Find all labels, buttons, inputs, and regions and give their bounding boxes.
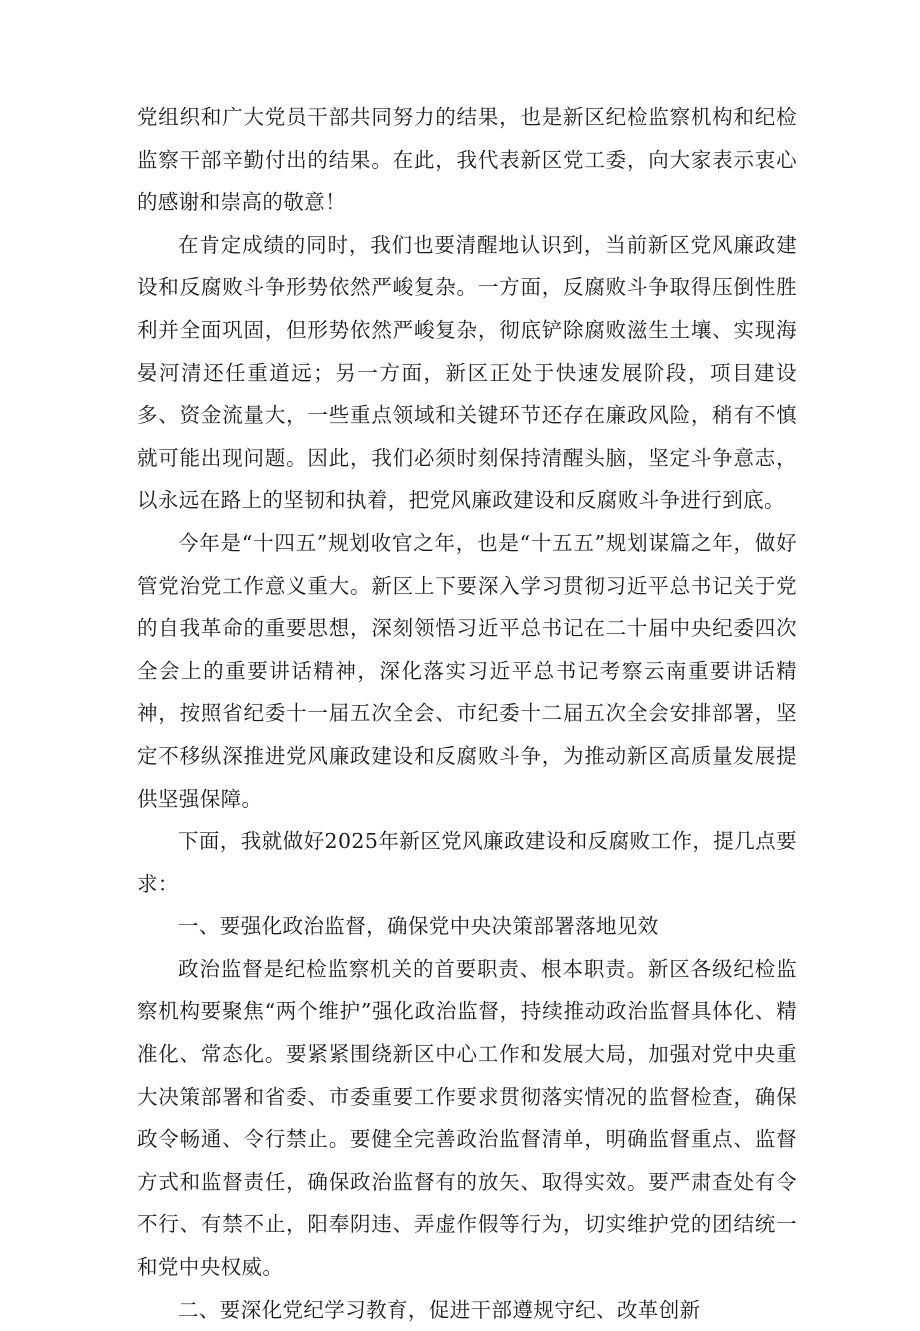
paragraph-situation: 在肯定成绩的同时，我们也要清醒地认识到，当前新区党风廉政建设和反腐败斗争形势依然严峻复杂。一方面，反腐败斗争取得压倒性胜利并全面巩固，但形势依然严峻复杂，彻底铲除腐败滋生土壤、实现海晏河清还任重道远；另一方面，新区正处于快速发展阶段，项目建设多、资金流量大，一些重点领域和关键环节还存在廉政风险，稍有不慎就可能出现问题。因此，我们必须时刻保持清醒头脑，坚定斗争意志，以永远在路上的坚韧和执着，把党风廉政建设和反腐败斗争进行到底。 — [137, 232, 797, 513]
paragraph-this-year: 今年是“十四五”规划收官之年，也是“十五五”规划谋篇之年，做好管党治党工作意义重大。新区上下要深入学习贯彻习近平总书记关于党的自我革命的重要思想，深刻领悟习近平总书记在二十届中央纪委四次全会上的重要讲话精神，深化落实习近平总书记考察云南重要讲话精神，按照省纪委十一届五次全会、市纪委十二届五次全会安排部署，坚定不移纵深推进党风廉政建设和反腐败斗争，为推动新区高质量发展提供坚强保障。 — [137, 530, 797, 811]
paragraph-political-supervision: 政治监督是纪检监察机关的首要职责、根本职责。新区各级纪检监察机构要聚焦“两个维护”强化政治监督，持续推动政治监督具体化、精准化、常态化。要紧紧围绕新区中心工作和发展大局，加强对党中央重大决策部署和省委、市委重要工作要求贯彻落实情况的监督检查，确保政令畅通、令行禁止。要健全完善政治监督清单，明确监督重点、监督方式和监督责任，确保政治监督有的放矢、取得实效。要严肃查处有令不行、有禁不止，阳奉阴违、弄虚作假等行为，切实维护党的团结统一和党中央权威。 — [137, 956, 797, 1280]
document-body — [137, 96, 797, 1331]
paragraph-requirements-intro: 下面，我就做好2025年新区党风廉政建设和反腐败工作，提几点要求： — [137, 829, 797, 896]
section-heading-2: 二、要深化党纪学习教育，促进干部遵规守纪、改革创新 — [178, 1297, 701, 1322]
paragraph-continued: 党组织和广大党员干部共同努力的结果，也是新区纪检监察机构和纪检监察干部辛勤付出的结果。在此，我代表新区党工委，向大家表示衷心的感谢和崇高的敬意！ — [137, 105, 797, 215]
section-heading-1: 一、要强化政治监督，确保党中央决策部署落地见效 — [178, 914, 659, 939]
